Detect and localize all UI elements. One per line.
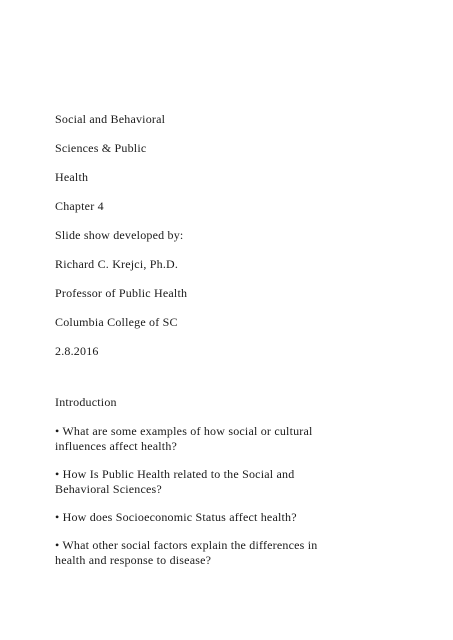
- introduction-bullet-1: • What are some examples of how social or cultural influences affect health?: [55, 424, 313, 453]
- author-title: Professor of Public Health: [55, 286, 188, 300]
- chapter-label: Chapter 4: [55, 199, 104, 213]
- title-line-1: Social and Behavioral: [55, 112, 166, 126]
- title-line-2: Sciences & Public: [55, 141, 147, 155]
- title-line-3: Health: [55, 170, 89, 184]
- introduction-bullet-2: • How Is Public Health related to the Social and Behavioral Sciences?: [55, 467, 295, 496]
- developer-caption: Slide show developed by:: [55, 228, 184, 242]
- document-content: [55, 112, 355, 581]
- author-name: Richard C. Krejci, Ph.D.: [55, 257, 179, 271]
- introduction-bullet-4: • What other social factors explain the differences in health and response to disease?: [55, 538, 318, 567]
- introduction-bullet-3: • How does Socioeconomic Status affect health?: [55, 510, 297, 524]
- document-date: 2.8.2016: [55, 344, 99, 358]
- institution-name: Columbia College of SC: [55, 315, 178, 329]
- introduction-heading: Introduction: [55, 395, 117, 409]
